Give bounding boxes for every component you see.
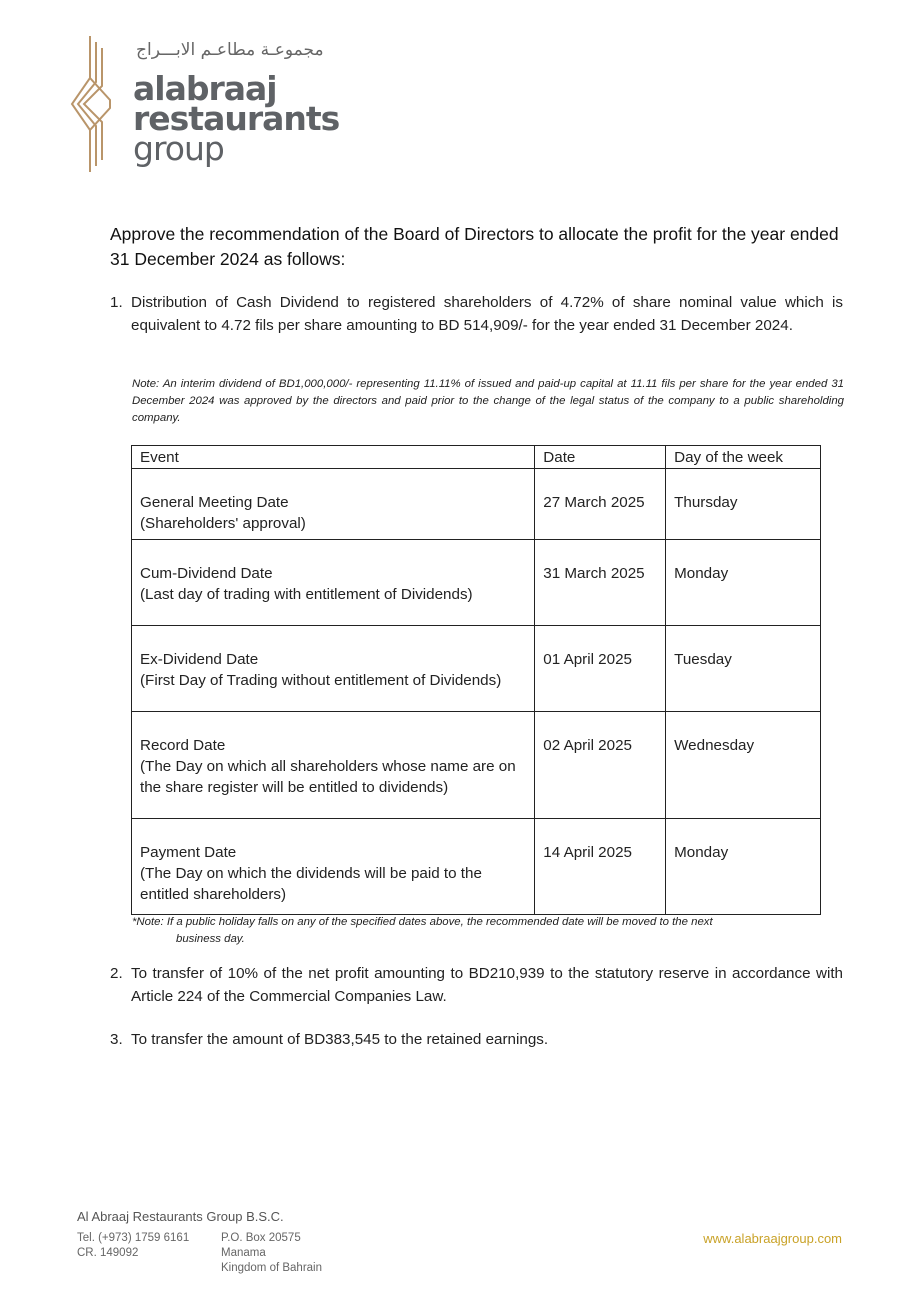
event-cell (132, 712, 535, 819)
event-description: (The Day on which the dividends will be paid to the entitled shareholders) (140, 865, 482, 903)
event-cell (132, 626, 535, 712)
day-cell: Monday (666, 819, 821, 915)
footer-country: Kingdom of Bahrain (221, 1262, 323, 1274)
logo-arabic-text: مجموعـة مطاعـم الابـــراج (136, 40, 324, 60)
event-title: Record Date (140, 737, 226, 754)
list-item-1 (110, 291, 843, 337)
table-row (132, 626, 821, 712)
footnote-line-1: *Note: If a public holiday falls on any of the specified dates above, the recommended date will be moved to the next (132, 916, 713, 928)
table-row (132, 819, 821, 915)
event-title: Payment Date (140, 844, 237, 861)
event-description: (First Day of Trading without entitlement of Dividends) (140, 672, 502, 689)
list-item-2 (110, 962, 843, 1008)
table-row (132, 540, 821, 626)
date-cell: 14 April 2025 (535, 819, 666, 915)
event-cell (132, 819, 535, 915)
column-header-day: Day of the week (666, 446, 821, 469)
event-description: (Shareholders' approval) (140, 515, 306, 532)
list-item-3 (110, 1028, 843, 1051)
logo-line-2: restaurants (133, 99, 340, 138)
list-item-text: Distribution of Cash Dividend to registered shareholders of 4.72% of share nominal value which is equivalent to 4.72 fils per share amounting to BD 514,909/- for the year ended 31 December 2024. (131, 294, 843, 334)
resolution-heading: Approve the recommendation of the Board of Directors to allocate the profit for the year ended 31 December 2024 as follows: (110, 224, 839, 269)
logo-line-1: alabraaj (133, 69, 277, 108)
day-cell: Thursday (666, 469, 821, 540)
day-cell: Monday (666, 540, 821, 626)
event-title: Ex-Dividend Date (140, 651, 259, 668)
footer-website-link[interactable]: www.alabraajgroup.com (703, 1231, 842, 1246)
date-cell: 02 April 2025 (535, 712, 666, 819)
day-cell: Wednesday (666, 712, 821, 819)
footer-po-box: P.O. Box 20575 (221, 1232, 301, 1244)
list-item-number: 2. (110, 965, 123, 982)
event-title: Cum-Dividend Date (140, 565, 273, 582)
table-header-row (132, 446, 821, 469)
date-cell: 27 March 2025 (535, 469, 666, 540)
column-header-date: Date (535, 446, 666, 469)
footer-cr: CR. 149092 (77, 1247, 139, 1259)
date-cell: 31 March 2025 (535, 540, 666, 626)
footer-city: Manama (221, 1247, 266, 1259)
dividend-schedule-table (131, 445, 821, 915)
day-cell: Tuesday (666, 626, 821, 712)
event-cell (132, 540, 535, 626)
company-logo (66, 34, 356, 179)
table-row (132, 712, 821, 819)
logo-mark-icon (66, 34, 122, 174)
footer-tel: Tel. (+973) 1759 6161 (77, 1232, 190, 1244)
list-item-number: 1. (110, 294, 123, 311)
list-item-text: To transfer the amount of BD383,545 to the retained earnings. (131, 1031, 549, 1048)
holiday-footnote (132, 914, 844, 948)
footer-contact (77, 1231, 189, 1261)
footer-address (221, 1231, 322, 1276)
list-item-text: To transfer of 10% of the net profit amounting to BD210,939 to the statutory reserve in accordance with Article 224 of the Commercial Companies Law. (131, 965, 843, 1005)
event-title: General Meeting Date (140, 494, 289, 511)
table-row (132, 469, 821, 540)
event-description: (The Day on which all shareholders whose name are on the share register will be entitled to dividends) (140, 758, 516, 796)
interim-dividend-note: Note: An interim dividend of BD1,000,000/- representing 11.11% of issued and paid-up capital at 11.11 fils per share for the year ended 31 December 2024 was approved by the directors and paid prior to the change of the legal status of the company to a public shareholding company. (132, 378, 844, 424)
footer-company-name: Al Abraaj Restaurants Group B.S.C. (77, 1209, 284, 1224)
logo-line-3: group (133, 129, 224, 168)
event-cell (132, 469, 535, 540)
list-item-number: 3. (110, 1031, 123, 1048)
footnote-line-2: business day. (176, 933, 245, 945)
column-header-event: Event (132, 446, 535, 469)
event-description: (Last day of trading with entitlement of Dividends) (140, 586, 473, 603)
date-cell: 01 April 2025 (535, 626, 666, 712)
